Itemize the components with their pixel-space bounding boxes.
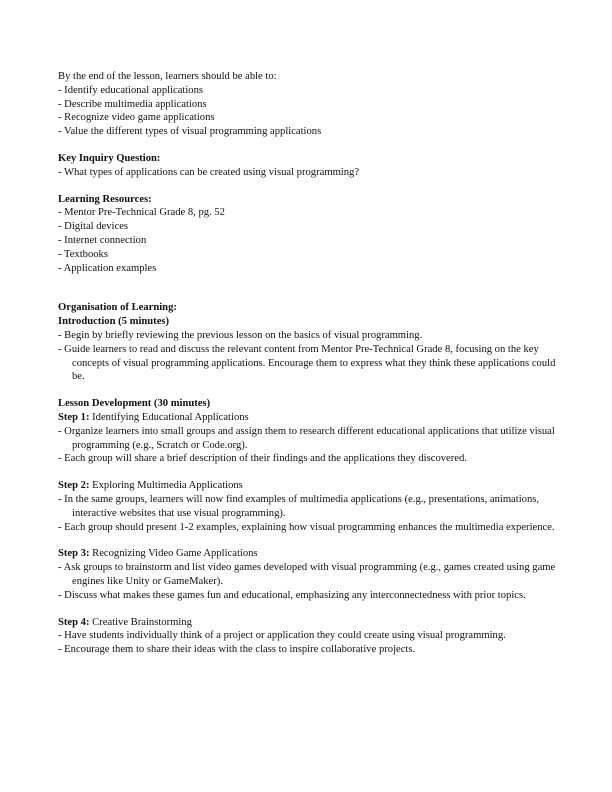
organisation-section bbox=[58, 301, 558, 384]
step-item: - Encourage them to share their ideas with the class to inspire collaborative projects. bbox=[58, 644, 416, 656]
organisation-heading: Organisation of Learning: bbox=[58, 302, 177, 314]
step-item: - Each group will share a brief description of their findings and the applications they discovered. bbox=[58, 453, 467, 465]
step-block bbox=[58, 547, 558, 602]
step-heading bbox=[58, 547, 558, 561]
inquiry-heading: Key Inquiry Question: bbox=[58, 152, 161, 164]
development-heading: Lesson Development (30 minutes) bbox=[58, 398, 211, 410]
introduction-item: - Guide learners to read and discuss the relevant content from Mentor Pre-Technical Grade 8, focusing on the key concepts of visual programming applications. Encourage them to express what they think these applications could be. bbox=[58, 343, 556, 383]
resource-item: - Textbooks bbox=[58, 248, 108, 260]
objectives-section bbox=[58, 70, 558, 139]
step-item: - Each group should present 1-2 examples, explaining how visual programming enhances the multimedia experience. bbox=[58, 521, 555, 533]
introduction-heading: Introduction (5 minutes) bbox=[58, 316, 170, 328]
step-heading bbox=[58, 616, 558, 630]
inquiry-item: - What types of applications can be created using visual programming? bbox=[58, 166, 360, 178]
step-heading bbox=[58, 411, 558, 425]
step-block bbox=[58, 479, 558, 534]
step-label: Step 2: bbox=[58, 480, 90, 492]
step-title: Exploring Multimedia Applications bbox=[89, 480, 243, 492]
resources-section bbox=[58, 193, 558, 276]
step-label: Step 3: bbox=[58, 548, 90, 560]
step-item: - Have students individually think of a project or application they could create using visual programming. bbox=[58, 630, 506, 642]
step-block bbox=[58, 616, 558, 657]
step-title: Identifying Educational Applications bbox=[89, 411, 249, 423]
step-title: Recognizing Video Game Applications bbox=[89, 548, 258, 560]
objective-item: - Value the different types of visual programming applications bbox=[58, 126, 322, 138]
step-item: - Discuss what makes these games fun and educational, emphasizing any interconnectedness with prior topics. bbox=[58, 589, 526, 601]
step-item: - In the same groups, learners will now find examples of multimedia applications (e.g., presentations, animations, interactive websites that use visual programming). bbox=[58, 493, 540, 519]
step-label: Step 1: bbox=[58, 411, 90, 423]
resource-item: - Application examples bbox=[58, 262, 157, 274]
resource-item: - Internet connection bbox=[58, 234, 147, 246]
step-title: Creative Brainstorming bbox=[89, 616, 192, 628]
development-section bbox=[58, 397, 558, 657]
step-label: Step 4: bbox=[58, 616, 90, 628]
objective-item: - Recognize video game applications bbox=[58, 112, 215, 124]
inquiry-section bbox=[58, 152, 558, 180]
step-item: - Organize learners into small groups and assign them to research different educational applications that utilize visual programming (e.g., Scratch or Code.org). bbox=[58, 425, 555, 451]
step-heading bbox=[58, 479, 558, 493]
resource-item: - Mentor Pre-Technical Grade 8, pg. 52 bbox=[58, 207, 225, 219]
objectives-intro: By the end of the lesson, learners should be able to: bbox=[58, 71, 277, 82]
objective-item: - Identify educational applications bbox=[58, 84, 204, 96]
step-item: - Ask groups to brainstorm and list video games developed with visual programming (e.g., games created using game engines like Unity or GameMaker). bbox=[58, 562, 556, 587]
resource-item: - Digital devices bbox=[58, 221, 129, 233]
lesson-plan-page bbox=[58, 70, 558, 657]
objective-item: - Describe multimedia applications bbox=[58, 98, 207, 110]
resources-heading: Learning Resources: bbox=[58, 193, 152, 205]
step-block bbox=[58, 411, 558, 466]
introduction-item: - Begin by briefly reviewing the previous lesson on the basics of visual programming. bbox=[58, 329, 423, 341]
